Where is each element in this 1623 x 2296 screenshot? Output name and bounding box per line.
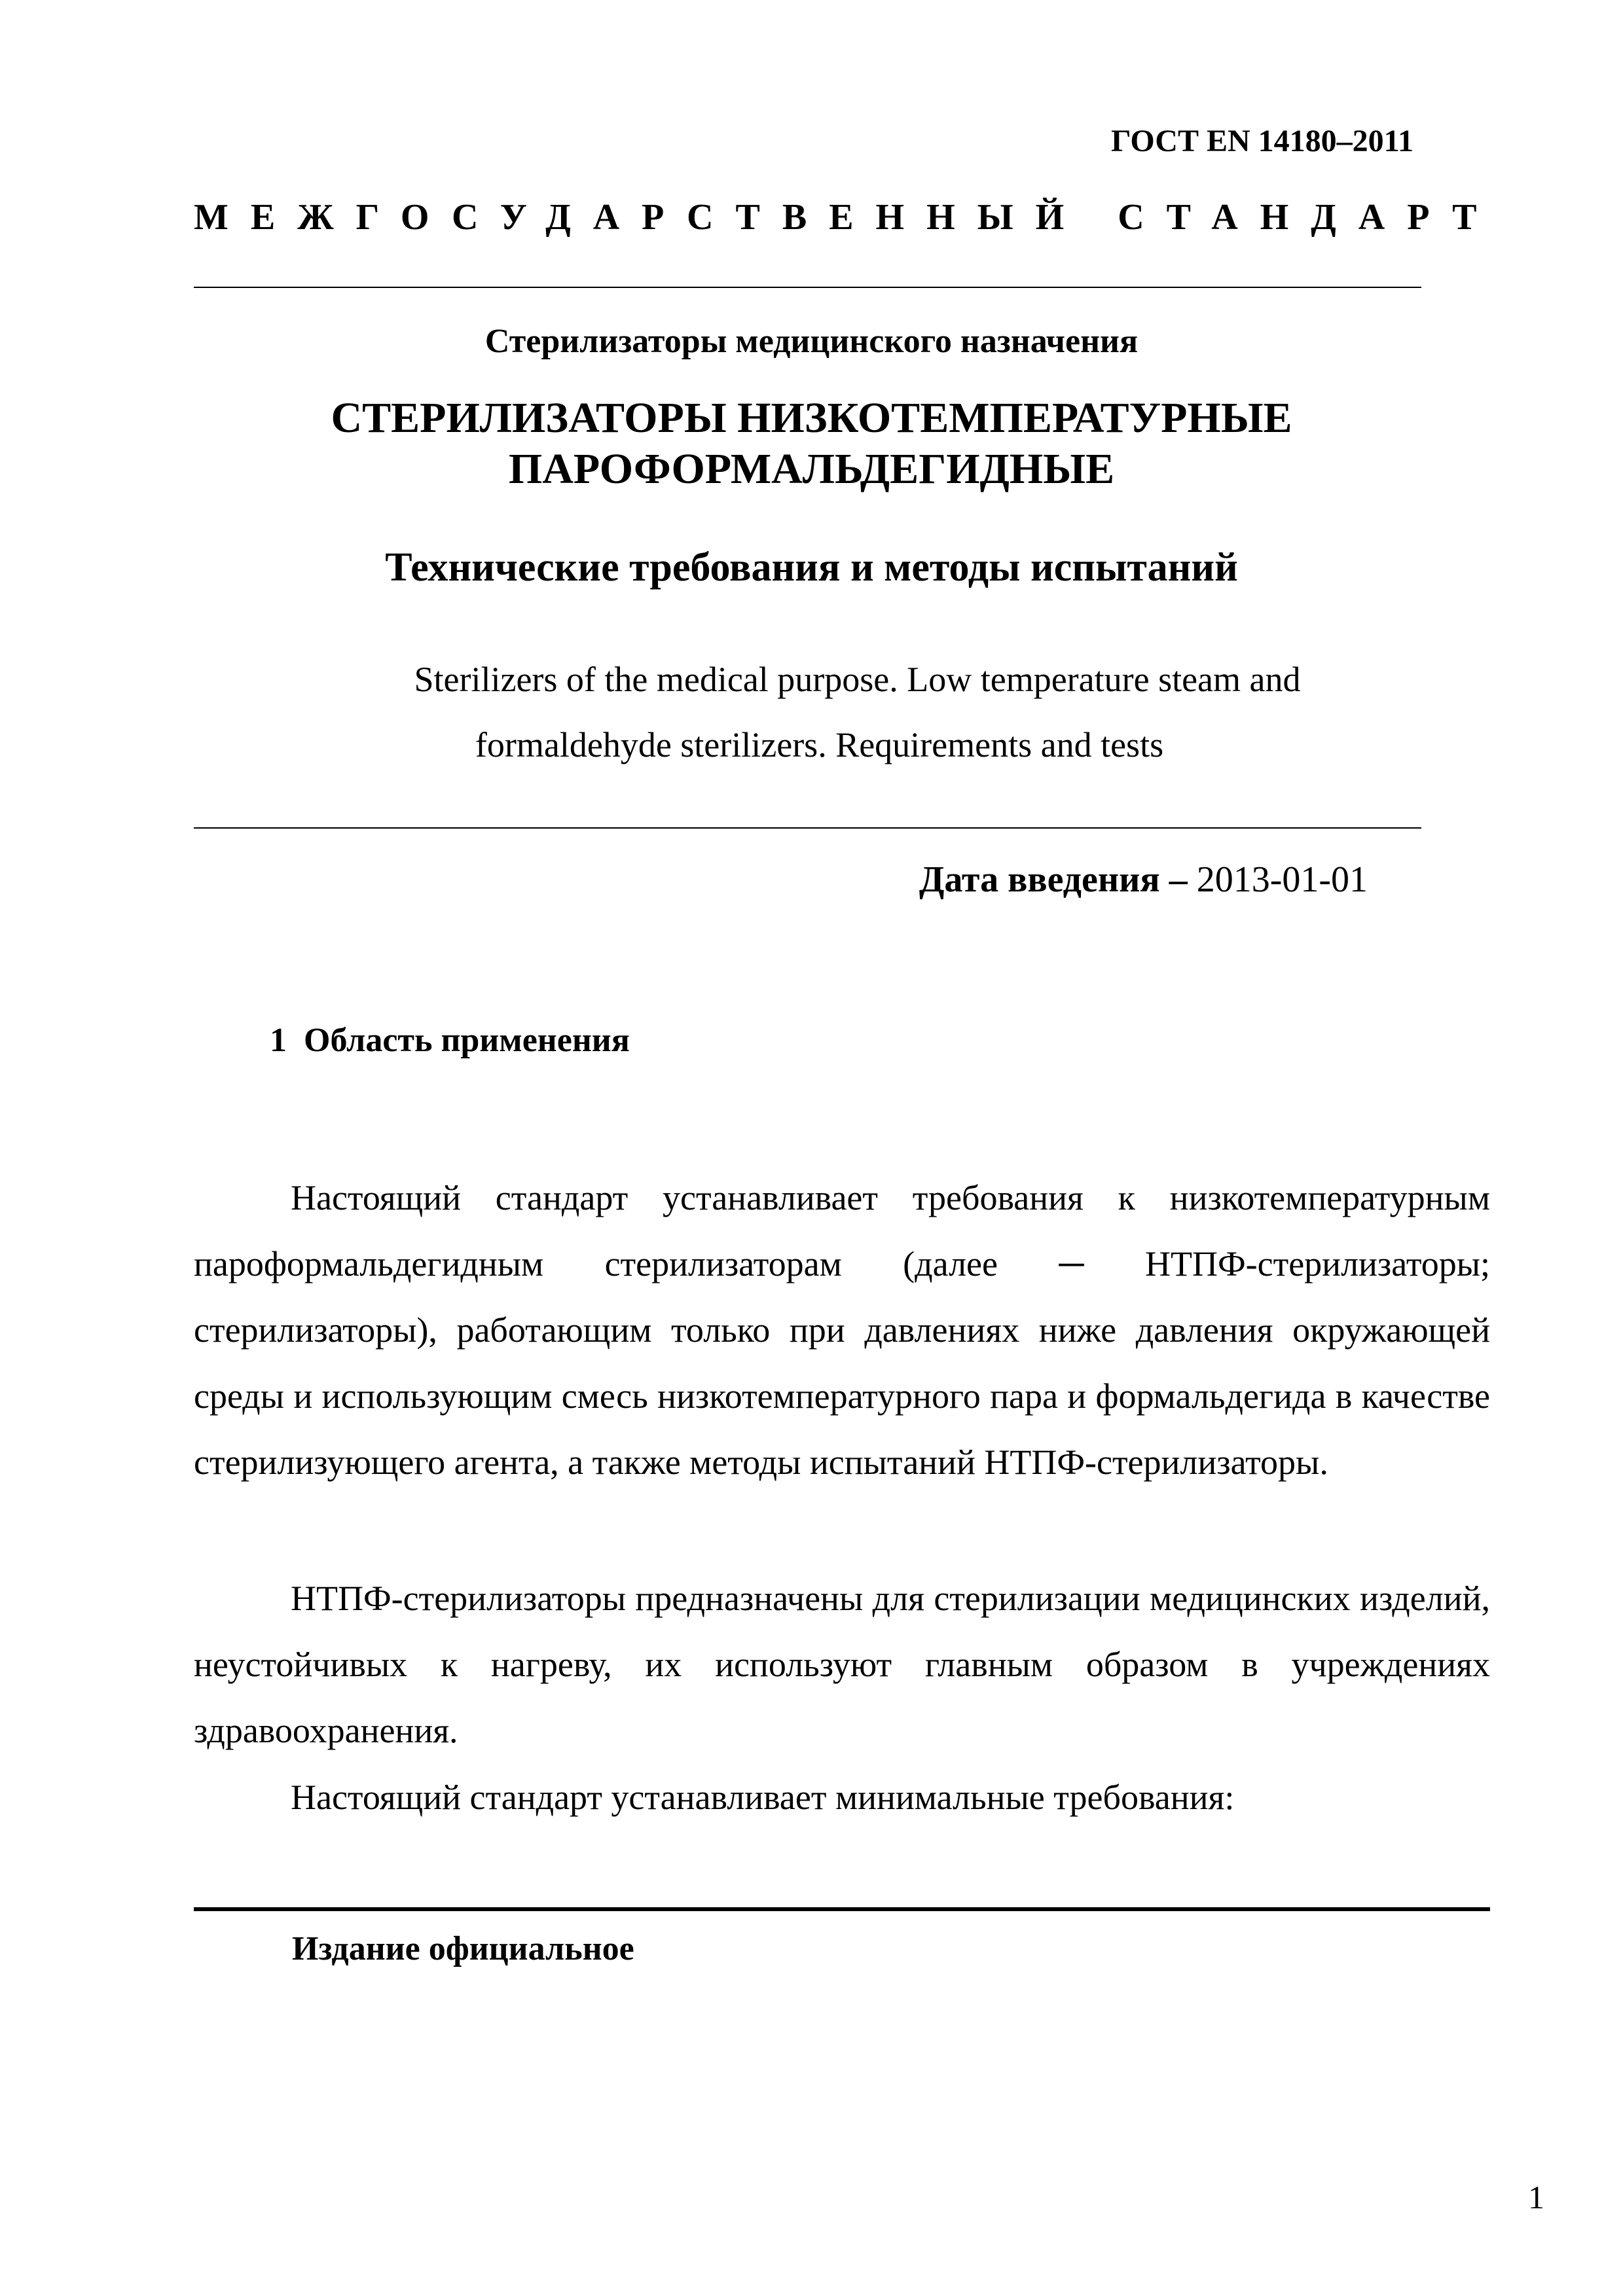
top-divider [194,287,1421,288]
introduction-date-label: Дата введения – [919,859,1188,900]
main-title-line-1: СТЕРИЛИЗАТОРЫ НИЗКОТЕМПЕРАТУРНЫЕ [331,394,1292,442]
section-heading [270,1021,630,1060]
paragraph-text: Настоящий стандарт устанавливает требования к низкотемпературным пароформальдегидным стерилизаторам (далее ─ НТПФ-стерилизаторы; стерилизаторы), работающим только при давлениях ниже давления окружающей среды и использующим смесь низкотемпературного пара и формальдегида в качестве стерилизующего агента, а также методы испытаний НТПФ-стерилизаторы. [194,1178,1490,1482]
page-number: 1 [1528,2179,1544,2215]
english-title [0,647,1623,778]
paragraph-purpose [194,1566,1490,1764]
paragraph-text: Настоящий стандарт устанавливает минимальные требования: [291,1778,1235,1817]
main-title [0,393,1623,495]
title-divider [194,827,1421,829]
main-title-line-2: ПАРОФОРМАЛЬДЕГИДНЫЕ [508,445,1115,493]
interstate-standard-heading: МЕЖГОСУДАРСТВЕННЫЙ СТАНДАРТ [194,197,1499,238]
paragraph-requirements [194,1765,1490,1831]
english-title-line-1: Sterilizers of the medical purpose. Low temperature steam and [414,660,1301,699]
group-title: Стерилизаторы медицинского назначения [484,323,1139,360]
official-edition-label: Издание официальное [292,1930,634,1967]
english-title-line-2: formaldehyde sterilizers. Requirements and tests [475,725,1164,764]
paragraph-scope [194,1165,1490,1496]
introduction-date-value: 2013-01-01 [1196,859,1368,900]
paragraph-text: НТПФ-стерилизаторы предназначены для стерилизации медицинских изделий, неустойчивых к нагреву, их используют главным образом в учреждениях здравоохранения. [194,1579,1490,1750]
section-title: Область применения [304,1022,630,1059]
subtitle: Технические требования и методы испытаний [385,545,1238,590]
document-code: ГОСТ EN 14180–2011 [1111,124,1413,158]
introduction-date [919,859,1368,901]
section-number: 1 [270,1022,287,1059]
footer-divider [194,1907,1490,1911]
